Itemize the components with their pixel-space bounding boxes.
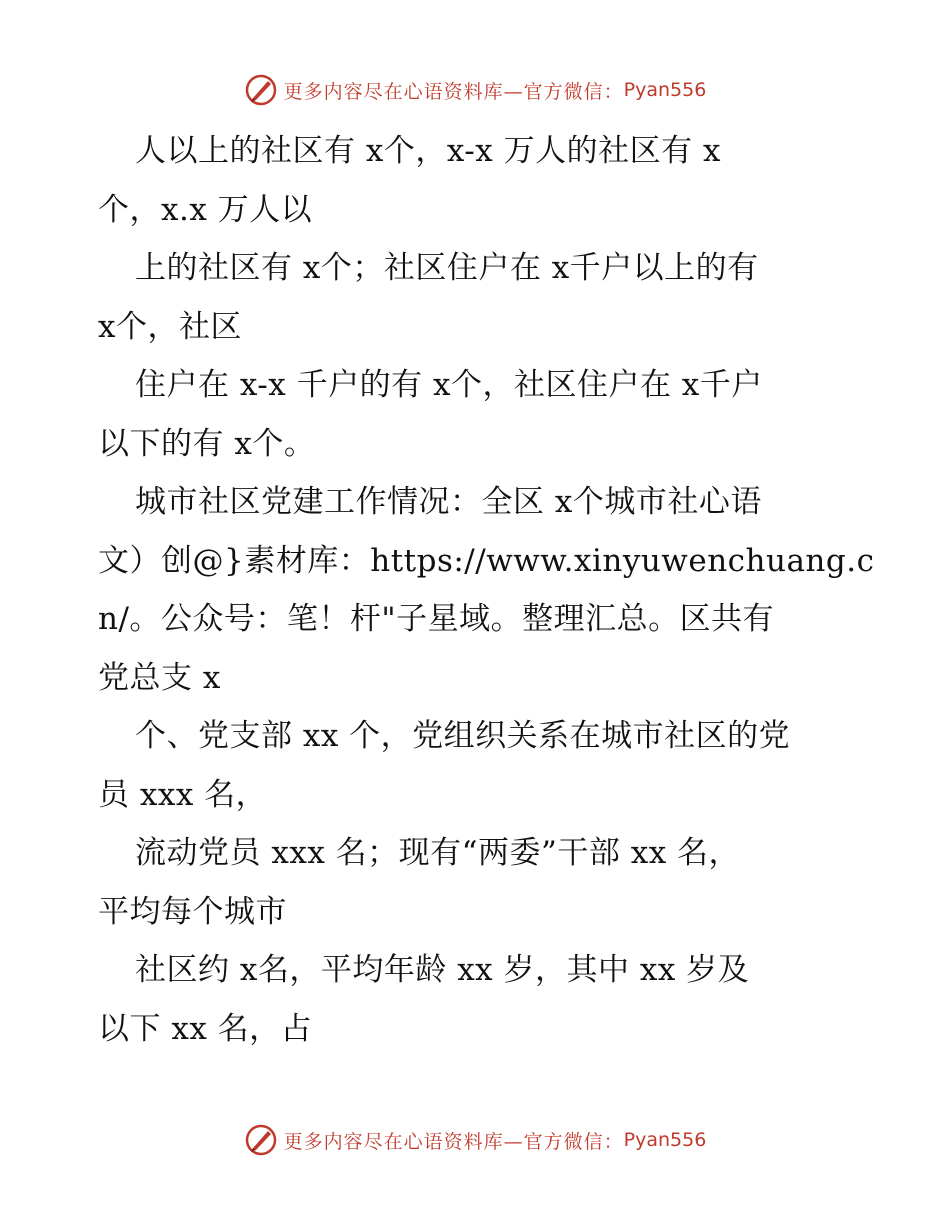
quill-pen-logo-icon [244,73,278,107]
watermark-text: 更多内容尽在心语资料库—官方微信： [283,80,624,103]
watermark-handle: Pyan556 [623,1129,707,1151]
watermark-handle: Pyan556 [623,79,707,101]
text-line: 以下的有 x个。 [98,425,316,462]
text-line: 文）创@}素材库：https://www.xinyuwenchuang.c [98,542,875,579]
text-line: n/。公众号：笔！杆"子星域。整理汇总。区共有 [98,601,775,637]
text-line: x个，社区 [98,308,242,345]
text-line: 个、党支部 xx 个，党组织关系在城市社区的党 [135,718,791,754]
text-line: 住户在 x-x 千户的有 x个，社区住户在 x千户 [135,367,763,403]
document-body [98,122,875,1058]
text-line: 社区约 x名，平均年龄 xx 岁，其中 xx 岁及 [135,952,750,988]
footer-watermark [0,1120,950,1160]
header-watermark [0,70,950,110]
text-line: 以下 xx 名，占 [98,1010,313,1047]
text-line: 上的社区有 x个；社区住户在 x千户以上的有 [135,250,759,286]
watermark-text: 更多内容尽在心语资料库—官方微信： [283,1130,624,1153]
text-line: 员 xxx 名， [98,776,268,813]
text-line: 城市社区党建工作情况：全区 x个城市社心语 [135,484,762,520]
text-line: 平均每个城市 [98,893,287,930]
text-line: 流动党员 xxx 名；现有“两委”干部 xx 名， [135,835,741,871]
text-line: 人以上的社区有 x个，x-x 万人的社区有 x [135,133,721,169]
quill-pen-logo-icon [244,1123,278,1157]
text-line: 党总支 x [98,659,221,696]
text-line: 个，x.x 万人以 [98,191,313,228]
